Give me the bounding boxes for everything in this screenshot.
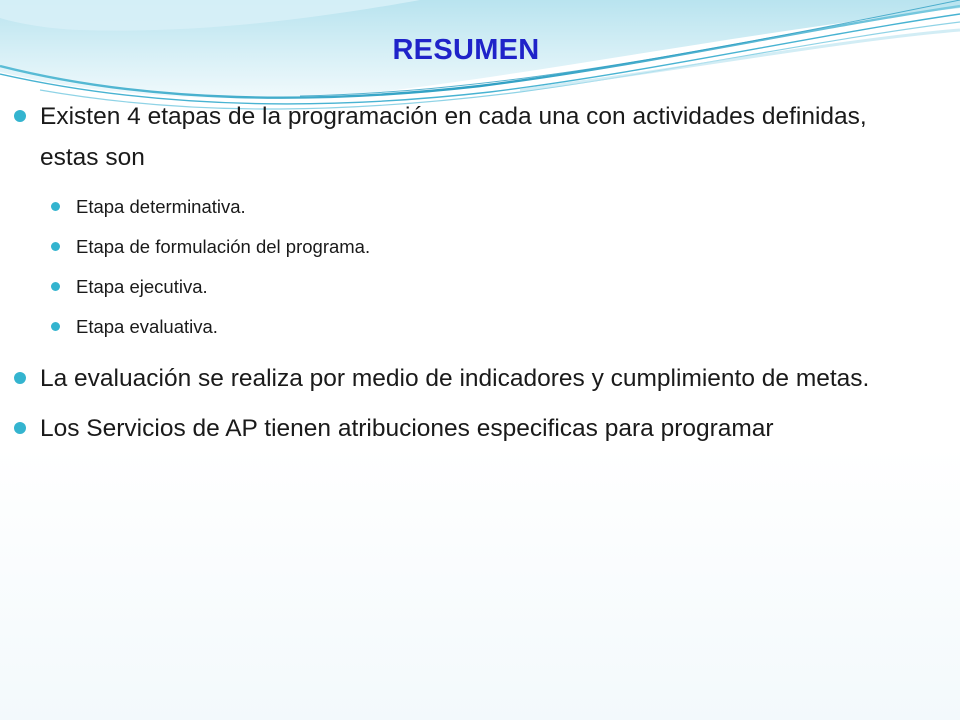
sub-bullet-dot-icon — [51, 282, 60, 291]
bullet-dot-icon — [14, 422, 26, 434]
bullet-text: Existen 4 etapas de la programación en cada una con actividades definidas, estas son — [40, 103, 867, 171]
sub-bullet-dot-icon — [51, 322, 60, 331]
bullet-dot-icon — [14, 110, 26, 122]
sub-bullet-dot-icon — [51, 242, 60, 251]
bullet-dot-icon — [14, 372, 26, 384]
sub-bullet-list — [0, 196, 940, 338]
sub-bullet-dot-icon — [51, 202, 60, 211]
sub-bullet-text: Etapa evaluativa. — [76, 316, 218, 337]
bullet-text: Los Servicios de AP tienen atribuciones especificas para programar — [40, 415, 774, 442]
sub-bullet-item — [0, 196, 940, 218]
slide-title: RESUMEN — [392, 34, 540, 66]
sub-bullet-item — [0, 316, 940, 338]
sub-bullet-item — [0, 236, 940, 258]
bullet-item — [0, 96, 880, 178]
bullet-list — [0, 96, 940, 449]
sub-bullet-text: Etapa de formulación del programa. — [76, 236, 371, 257]
sub-bullet-item — [0, 276, 940, 298]
bullet-text: La evaluación se realiza por medio de indicadores y cumplimiento de metas. — [40, 365, 870, 392]
sub-bullet-text: Etapa determinativa. — [76, 196, 246, 217]
sub-bullet-text: Etapa ejecutiva. — [76, 276, 208, 297]
bullet-item — [0, 358, 880, 399]
bullet-item — [0, 408, 880, 449]
